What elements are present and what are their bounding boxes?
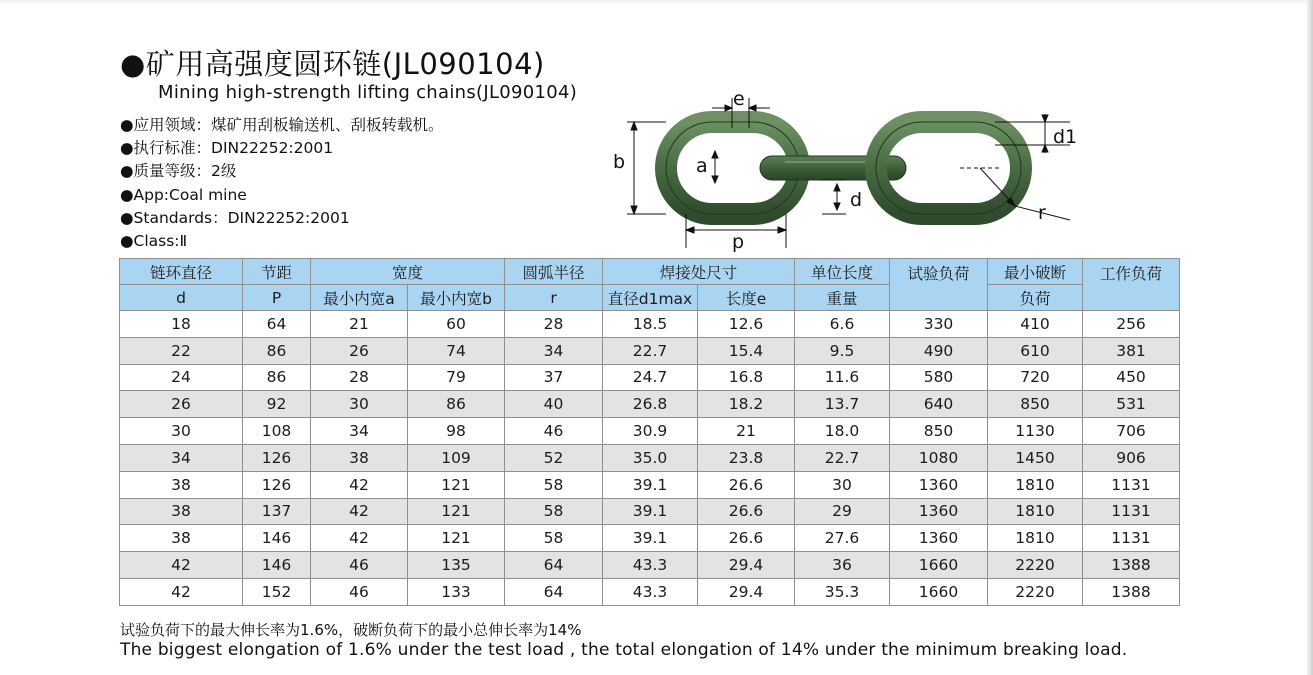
table-header-row-1: [120, 259, 1180, 285]
dim-label-b: b: [613, 151, 626, 173]
info-standards-en: ●Standards：DIN22252:2001: [120, 208, 350, 227]
table-cell: 580: [890, 364, 988, 391]
table-row: [120, 552, 1180, 579]
table-cell: 27.6: [795, 525, 890, 552]
table-cell: 60: [408, 311, 505, 338]
table-cell: 18.0: [795, 418, 890, 445]
table-cell: 38: [120, 498, 243, 525]
table-cell: 26.6: [698, 471, 795, 498]
info-standard: ●执行标准：DIN22252:2001: [120, 139, 334, 158]
table-cell: 256: [1083, 311, 1180, 338]
table-cell: 30: [120, 418, 243, 445]
table-cell: 720: [988, 364, 1083, 391]
table-cell: 30: [311, 391, 408, 418]
table-cell: 22.7: [603, 337, 698, 364]
col-sub-load: 负荷: [988, 285, 1083, 311]
table-cell: 22: [120, 337, 243, 364]
table-cell: 42: [120, 552, 243, 579]
table-cell: 38: [311, 444, 408, 471]
table-cell: 706: [1083, 418, 1180, 445]
table-cell: 30: [795, 471, 890, 498]
table-cell: 38: [120, 525, 243, 552]
table-cell: 21: [311, 311, 408, 338]
table-row: [120, 418, 1180, 445]
table-cell: 58: [505, 471, 603, 498]
table-cell: 46: [311, 552, 408, 579]
table-cell: 26: [120, 391, 243, 418]
col-sub-r: r: [505, 285, 603, 311]
table-cell: 92: [243, 391, 311, 418]
table-cell: 26.6: [698, 525, 795, 552]
table-cell: 35.3: [795, 578, 890, 605]
dim-label-a: a: [696, 155, 708, 177]
table-cell: 43.3: [603, 552, 698, 579]
table-cell: 490: [890, 337, 988, 364]
table-cell: 42: [311, 525, 408, 552]
col-sub-weight: 重量: [795, 285, 890, 311]
info-application: ●应用领域：煤矿用刮板输送机、刮板转载机。: [120, 116, 444, 134]
table-cell: 98: [408, 418, 505, 445]
table-cell: 126: [243, 444, 311, 471]
table-row: [120, 337, 1180, 364]
table-cell: 15.4: [698, 337, 795, 364]
table-cell: 46: [311, 578, 408, 605]
table-cell: 26.6: [698, 498, 795, 525]
col-sub-p: P: [243, 285, 311, 311]
table-cell: 64: [505, 578, 603, 605]
note-chinese: 试验负荷下的最大伸长率为1.6%，破断负荷下的最小总伸长率为14%: [120, 621, 582, 639]
table-cell: 38: [120, 471, 243, 498]
col-header-working-load: 工作负荷: [1083, 259, 1180, 311]
table-row: [120, 578, 1180, 605]
table-cell: 531: [1083, 391, 1180, 418]
right-edge-shadow: [1307, 0, 1313, 675]
table-cell: 121: [408, 498, 505, 525]
table-cell: 46: [505, 418, 603, 445]
table-cell: 1388: [1083, 578, 1180, 605]
top-edge: [0, 0, 1313, 3]
col-header-test-load: 试验负荷: [890, 259, 988, 311]
table-cell: 24.7: [603, 364, 698, 391]
table-cell: 52: [505, 444, 603, 471]
table-cell: 28: [311, 364, 408, 391]
table-cell: 58: [505, 525, 603, 552]
table-row: [120, 471, 1180, 498]
table-cell: 64: [505, 552, 603, 579]
table-cell: 34: [311, 418, 408, 445]
table-cell: 640: [890, 391, 988, 418]
col-sub-d: d: [120, 285, 243, 311]
table-cell: 39.1: [603, 525, 698, 552]
table-cell: 2220: [988, 578, 1083, 605]
table-cell: 850: [890, 418, 988, 445]
table-cell: 39.1: [603, 471, 698, 498]
table-cell: 1660: [890, 578, 988, 605]
chain-diagram: [600, 88, 1100, 253]
table-cell: 133: [408, 578, 505, 605]
table-cell: 1388: [1083, 552, 1180, 579]
col-header-weld: 焊接处尺寸: [603, 259, 795, 285]
table-row: [120, 364, 1180, 391]
table-cell: 28: [505, 311, 603, 338]
table-cell: 1360: [890, 498, 988, 525]
table-body: [120, 311, 1180, 606]
table-cell: 23.8: [698, 444, 795, 471]
table-cell: 37: [505, 364, 603, 391]
table-cell: 1360: [890, 525, 988, 552]
table-cell: 126: [243, 471, 311, 498]
col-header-min-breaking: 最小破断: [988, 259, 1083, 285]
table-cell: 381: [1083, 337, 1180, 364]
table-cell: 42: [311, 471, 408, 498]
dim-label-r: r: [1038, 202, 1046, 224]
table-cell: 30.9: [603, 418, 698, 445]
table-row: [120, 444, 1180, 471]
table-cell: 1130: [988, 418, 1083, 445]
col-header-pitch: 节距: [243, 259, 311, 285]
table-cell: 1360: [890, 471, 988, 498]
table-cell: 18.5: [603, 311, 698, 338]
table-cell: 121: [408, 525, 505, 552]
table-cell: 34: [505, 337, 603, 364]
dim-label-d: d: [850, 189, 863, 211]
table-cell: 86: [243, 364, 311, 391]
table-cell: 86: [243, 337, 311, 364]
spec-table: [119, 258, 1180, 606]
table-cell: 29.4: [698, 552, 795, 579]
table-cell: 330: [890, 311, 988, 338]
table-cell: 34: [120, 444, 243, 471]
table-cell: 1131: [1083, 498, 1180, 525]
table-cell: 108: [243, 418, 311, 445]
col-header-unit-weight: 单位长度: [795, 259, 890, 285]
col-sub-min-inner-b: 最小内宽b: [408, 285, 505, 311]
table-cell: 58: [505, 498, 603, 525]
page-subtitle: Mining high-strength lifting chains(JL090104): [158, 82, 578, 103]
table-cell: 137: [243, 498, 311, 525]
table-cell: 42: [120, 578, 243, 605]
info-grade: ●质量等级：2级: [120, 162, 237, 181]
table-cell: 11.6: [795, 364, 890, 391]
table-row: [120, 525, 1180, 552]
table-row: [120, 311, 1180, 338]
table-cell: 109: [408, 444, 505, 471]
table-cell: 6.6: [795, 311, 890, 338]
table-header-row-2: [120, 285, 1180, 311]
table-cell: 40: [505, 391, 603, 418]
table-cell: 16.8: [698, 364, 795, 391]
dim-label-e: e: [733, 88, 745, 110]
table-row: [120, 391, 1180, 418]
table-cell: 146: [243, 525, 311, 552]
col-sub-d1max: 直径d1max: [603, 285, 698, 311]
table-cell: 121: [408, 471, 505, 498]
table-cell: 43.3: [603, 578, 698, 605]
table-cell: 29: [795, 498, 890, 525]
table-cell: 152: [243, 578, 311, 605]
dim-label-d1: d1: [1053, 126, 1078, 148]
info-class-en: ●Class:Ⅱ: [120, 231, 188, 250]
table-cell: 79: [408, 364, 505, 391]
table-cell: 1450: [988, 444, 1083, 471]
table-cell: 74: [408, 337, 505, 364]
table-cell: 1131: [1083, 471, 1180, 498]
col-sub-min-inner-a: 最小内宽a: [311, 285, 408, 311]
table-cell: 22.7: [795, 444, 890, 471]
table-cell: 26.8: [603, 391, 698, 418]
table-cell: 2220: [988, 552, 1083, 579]
table-cell: 850: [988, 391, 1083, 418]
col-header-diameter: 链环直径: [120, 259, 243, 285]
table-cell: 610: [988, 337, 1083, 364]
table-cell: 1131: [1083, 525, 1180, 552]
table-cell: 1660: [890, 552, 988, 579]
table-cell: 9.5: [795, 337, 890, 364]
col-header-radius: 圆弧半径: [505, 259, 603, 285]
table-cell: 21: [698, 418, 795, 445]
table-cell: 86: [408, 391, 505, 418]
dim-label-p: p: [732, 231, 745, 253]
table-cell: 1810: [988, 471, 1083, 498]
table-cell: 450: [1083, 364, 1180, 391]
table-cell: 410: [988, 311, 1083, 338]
page-title: ●矿用高强度圆环链(JL090104): [120, 47, 545, 81]
table-cell: 13.7: [795, 391, 890, 418]
col-header-width: 宽度: [311, 259, 505, 285]
table-cell: 36: [795, 552, 890, 579]
table-cell: 1810: [988, 525, 1083, 552]
table-cell: 906: [1083, 444, 1180, 471]
table-cell: 18: [120, 311, 243, 338]
table-cell: 24: [120, 364, 243, 391]
info-app-en: ●App:Coal mine: [120, 185, 247, 204]
table-cell: 64: [243, 311, 311, 338]
table-cell: 18.2: [698, 391, 795, 418]
table-cell: 35.0: [603, 444, 698, 471]
table-cell: 1810: [988, 498, 1083, 525]
table-cell: 12.6: [698, 311, 795, 338]
table-cell: 39.1: [603, 498, 698, 525]
table-cell: 146: [243, 552, 311, 579]
table-cell: 26: [311, 337, 408, 364]
table-cell: 42: [311, 498, 408, 525]
table-row: [120, 498, 1180, 525]
col-sub-length-e: 长度e: [698, 285, 795, 311]
table-cell: 135: [408, 552, 505, 579]
note-english: The biggest elongation of 1.6% under the test load , the total elongation of 14% under the minimum breaking load.: [120, 640, 1128, 660]
table-cell: 1080: [890, 444, 988, 471]
table-cell: 29.4: [698, 578, 795, 605]
spec-info-list: [120, 114, 444, 253]
